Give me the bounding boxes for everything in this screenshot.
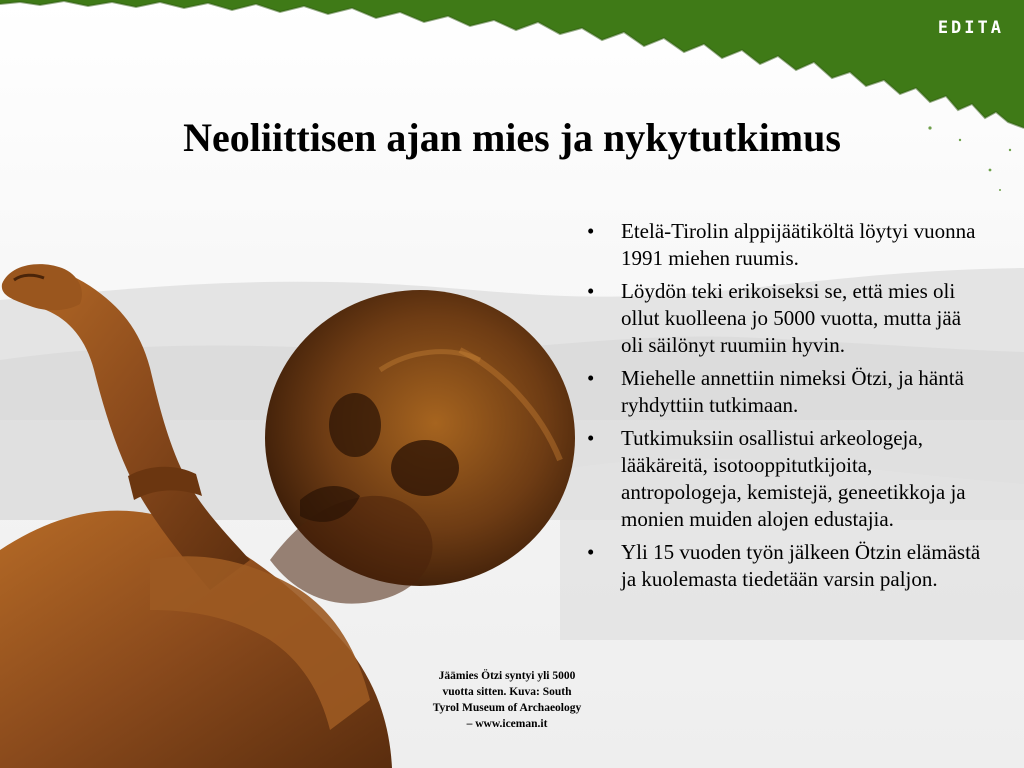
bullet-item: • Etelä-Tirolin alppijäätiköltä löytyi vuonna 1991 miehen ruumis. [585,218,985,272]
bullet-item: • Miehelle annettiin nimeksi Ötzi, ja häntä ryhdyttiin tutkimaan. [585,365,985,419]
edita-logo: EDITA [937,18,1004,38]
photo-caption: Jäämies Ötzi syntyi yli 5000 vuotta sitten. Kuva: South Tyrol Museum of Archaeology – www.iceman.it [432,670,582,730]
bullet-item: • Tutkimuksiin osallistui arkeologeja, lääkäreitä, isotooppitutkijoita, antropologeja, kemistejä, geneetikkoja ja monien muiden alojen edustajia. [585,425,985,533]
bullet-item: • Löydön teki erikoiseksi se, että mies oli ollut kuolleena jo 5000 vuotta, mutta jää oli säilönyt ruumiin hyvin. [585,278,985,359]
slide-title: Neoliittisen ajan mies ja nykytutkimus [183,115,841,160]
bullet-item: • Yli 15 vuoden työn jälkeen Ötzin elämästä ja kuolemasta tiedetään varsin paljon. [585,539,985,593]
bullet-list [585,218,985,599]
